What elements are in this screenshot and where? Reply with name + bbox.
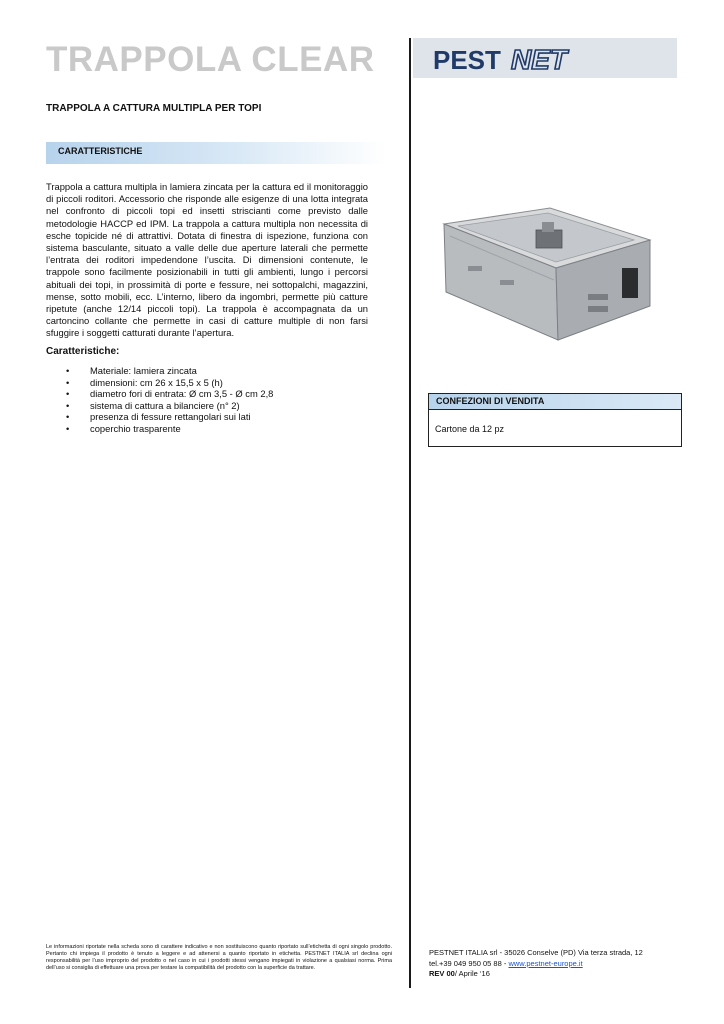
list-item: • Materiale: lamiera zincata	[66, 365, 273, 377]
brand-logo	[413, 38, 677, 78]
footer-phone: tel.+39 049 950 05 88 -	[429, 958, 509, 968]
list-item: • diametro fori di entrata: Ø cm 3,5 - Ø cm 2,8	[66, 388, 273, 400]
section-label: CARATTERISTICHE	[58, 146, 143, 156]
list-item: • coperchio trasparente	[66, 423, 273, 435]
packaging-value: Cartone da 12 pz	[435, 424, 505, 434]
list-item: • sistema di cattura a bilanciere (n° 2)	[66, 400, 273, 412]
svg-text:NET: NET	[511, 44, 567, 75]
svg-text:PEST: PEST	[433, 45, 501, 75]
list-item: • presenza di fessure rettangolari sui lati	[66, 411, 273, 423]
features-title: Caratteristiche:	[46, 346, 120, 357]
product-photo	[438, 196, 654, 342]
footer-contact	[429, 948, 643, 980]
list-item: • dimensioni: cm 26 x 15,5 x 5 (h)	[66, 377, 273, 389]
disclaimer-text: Le informazioni riportate nella scheda sono di carattere indicativo e non sostituiscono quanto riportato sull’etichetta di ogni singolo prodotto. Pertanto chi impiega il prodotto è tenuto a leggere e ad attenersi a quanto riportato in etichetta. PESTNET ITALIA srl declina ogni responsabilità per l’uso improprio del prodotto o nel caso in cui i prodotti stessi vengano impiegati in violazione a qualsiasi norma. Prima dell’uso si consiglia di effettuare una prova per testare la compatibilità del prodotto con la superficie da trattare.	[46, 944, 392, 971]
footer-company: PESTNET ITALIA srl - 35026 Conselve (PD) Via terza strada, 12	[429, 948, 643, 957]
page-title: TRAPPOLA CLEAR	[46, 40, 375, 79]
features-list	[66, 365, 273, 434]
product-subtitle: TRAPPOLA A CATTURA MULTIPLA PER TOPI	[46, 103, 262, 114]
pestnet-logo-icon	[433, 41, 659, 75]
revision-date: / Aprile ‘16	[454, 969, 490, 978]
packaging-box	[428, 393, 682, 447]
footer-phone-line	[429, 959, 643, 970]
section-header-caratteristiche	[46, 142, 386, 164]
footer-revision	[429, 969, 643, 980]
packaging-header	[429, 394, 681, 410]
packaging-title: CONFEZIONI DI VENDITA	[436, 396, 545, 406]
website-link[interactable]: www.pestnet-europe.it	[508, 958, 583, 968]
revision-label: REV 00	[429, 969, 455, 978]
product-description: Trappola a cattura multipla in lamiera zincata per la cattura ed il monitoraggio di piccoli roditori. Accessorio che risponde alle esigenze di una lotta integrata nel confronto di piccoli topi ed insetti striscianti come previsto dalle metodologie HACCP ed IPM. La trappola a cattura multipla non necessita di esche topicide né di attrattivi. Dotata di finestra di ispezione, funziona con sistema basculante, situato a valle delle due aperture laterali che permette l’entrata dei roditori impedendone l’uscita. Di dimensioni contenute, le trappole sono facilmente posizionabili in tutti gli ambienti, lungo i percorsi abituali dei topi, in prossimità di porte e fessure, nei sottopalchi, magazzini, mense, sotto mobili, ecc. L’interno, libero da ingombri, permette più catture ripetute (anche 12/14 piccoli topi). La trappola è accompagnata da un cartoncino collante che permette in casi di catture multiple di non farsi sfuggire i soggetti catturati durante l’apertura.	[46, 181, 368, 339]
vertical-divider	[409, 38, 411, 988]
